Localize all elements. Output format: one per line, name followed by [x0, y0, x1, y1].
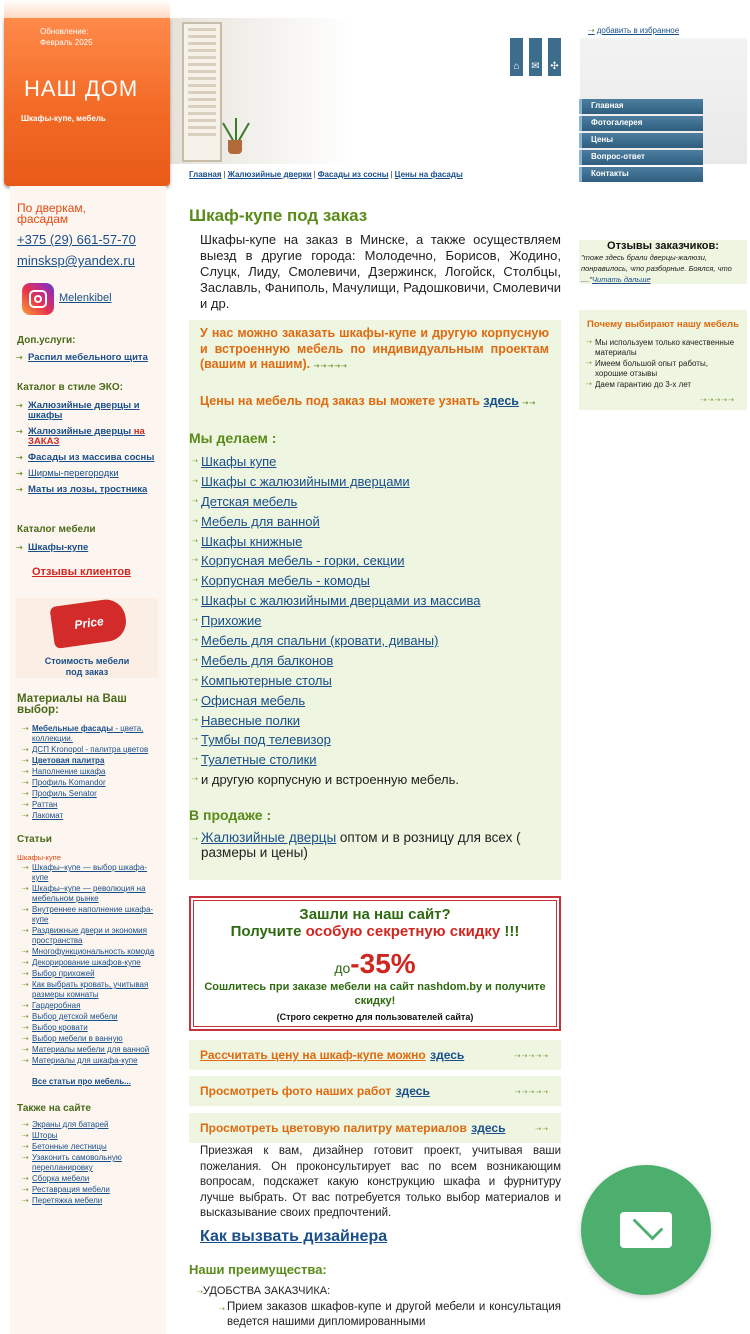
list-item: ⇢ Жалюзийные дверцы на ЗАКАЗ — [22, 427, 162, 447]
breadcrumb-home[interactable]: Главная — [189, 170, 222, 179]
update-info — [40, 26, 93, 48]
list-item: ⇢ Тумбы под телевизор — [194, 730, 561, 750]
list-item: ⇢ Сборка мебели — [22, 1174, 162, 1184]
photo-here-link[interactable]: здесь — [395, 1084, 430, 1098]
sidebar-tagline: По дверкам, фасадам — [17, 201, 86, 226]
list-item: ⇢ Шкафы купе — [194, 452, 561, 472]
on-sale-link[interactable]: Жалюзийные дверцы — [201, 830, 337, 845]
nav-home[interactable]: Главная — [579, 99, 703, 114]
list-item: ⇢ Шторы — [22, 1131, 162, 1141]
list-item: ⇢ Мебель для ванной — [194, 512, 561, 532]
advantage-customer: ⇢УДОБСТВА ЗАКАЗЧИКА: — [197, 1285, 331, 1297]
list-item: ⇢ Материалы мебели для ванной — [22, 1045, 162, 1055]
also-on-site-list — [22, 1120, 162, 1207]
price-banner[interactable] — [16, 598, 158, 678]
palette-here-link[interactable]: здесь — [471, 1121, 506, 1135]
we-make-list — [194, 452, 561, 790]
photo-works-cta[interactable]: Просмотреть фото наших работ здесь ⇢⇢⇢⇢⇢ — [189, 1076, 561, 1106]
list-item: ⇢ Узаконить самовольную перепланировку — [22, 1153, 162, 1173]
advantage-first: ⇢ Прием заказов шкафов-купе и другой мебели и консультация ведется нашими дипломированными — [219, 1301, 561, 1328]
home-icon[interactable]: ⌂ — [510, 38, 523, 76]
list-item: ⇢ Раттан — [22, 800, 162, 810]
reviews-quote: "тоже здесь брали дверцы-жалюзи, понравилось, что разборные. Боялся, что ...."Читать дальше — [581, 253, 732, 284]
email-link[interactable]: minsksp@yandex.ru — [17, 253, 135, 268]
list-item: ⇢ Выбор мебели в ванную — [22, 1034, 162, 1044]
arrows-icon: ⇢⇢⇢⇢⇢ — [514, 1053, 549, 1060]
list-item: ⇢ Шкафы–купе — выбор шкафа-купе — [22, 863, 162, 883]
logo-top — [4, 0, 170, 18]
promo-line2: Получите особую секретную скидку !!! — [230, 923, 520, 940]
arrows-icon: ⇢⇢⇢⇢⇢ — [700, 397, 735, 404]
articles-title: Статьи — [17, 834, 52, 845]
list-item: ⇢ Реставрация мебели — [22, 1185, 162, 1195]
update-label: Обновление: — [40, 27, 89, 36]
articles-subtitle: Шкафы-купе — [17, 853, 61, 862]
customer-reviews-box — [579, 240, 747, 284]
sitemap-icon[interactable]: ✣ — [548, 38, 561, 76]
reviews-title: Отзывы заказчиков: — [607, 240, 719, 252]
page-title: Шкаф-купе под заказ — [189, 206, 368, 225]
list-item: ⇢ Экраны для батарей — [22, 1120, 162, 1130]
list-item: ⇢ Шкафы с жалюзийными дверцами — [194, 472, 561, 492]
list-item: ⇢ Офисная мебель — [194, 691, 561, 711]
breadcrumb-prices[interactable]: Цены на фасады — [394, 170, 463, 179]
list-item: ⇢ Шкафы с жалюзийными дверцами из массива — [194, 591, 561, 611]
instagram-link[interactable]: Melenkibel — [59, 292, 112, 304]
services-list — [22, 353, 162, 368]
arrows-icon: ⇢⇢⇢⇢⇢ — [514, 1089, 549, 1096]
list-item: ⇢ Перетяжка мебели — [22, 1196, 162, 1206]
we-make-title: Мы делаем : — [189, 430, 277, 446]
list-item: ⇢ Раздвижные двери и экономия пространства — [22, 926, 162, 946]
list-item: ⇢ Лакомат — [22, 811, 162, 821]
add-to-favorites-link[interactable]: ⇢ добавить в избранное — [588, 26, 679, 35]
nav-faq[interactable]: Вопрос-ответ — [579, 150, 703, 165]
furniture-catalog-list — [22, 543, 162, 558]
list-item: ⇢ Компьютерные столы — [194, 671, 561, 691]
materials-title: Материалы на Ваш выбор: — [17, 693, 127, 716]
list-item: ⇢ Прихожие — [194, 611, 561, 631]
materials-list — [22, 724, 162, 822]
articles-list — [22, 863, 162, 1067]
order-info-box — [189, 320, 561, 416]
list-item: ⇢ Даем гарантию до 3-х лет — [595, 380, 741, 390]
list-item: ⇢ Шкафы-купе — [22, 543, 162, 553]
intro-text: Шкафы-купе на заказ в Минске, а также осуществляем выезд в другие города: Молодечно, Борисов, Жодино, Слуцк, Лиду, Смолевичи, Дзержинск, Логойск, Столбцы, Заславль, Фаниполь, Мачулищи, Радошковичи, Смолевичи и др. — [200, 232, 561, 311]
client-reviews-link[interactable]: Отзывы клиентов — [32, 566, 131, 578]
palette-cta[interactable]: Просмотреть цветовую палитру материалов здесь ⇢⇢ — [189, 1113, 561, 1143]
prices-note: Цены на мебель под заказ вы можете узнать здесь ⇢⇢ — [200, 394, 537, 408]
logo-subtitle: Шкафы-купе, мебель — [21, 114, 106, 123]
list-item: ⇢ Корпусная мебель - горки, секции — [194, 551, 561, 571]
list-item: ⇢ Мебель для балконов — [194, 651, 561, 671]
contact-mail-button[interactable] — [581, 1165, 711, 1295]
list-item: ⇢ Бетонные лестницы — [22, 1142, 162, 1152]
list-item: ⇢ Шкафы книжные — [194, 532, 561, 552]
calc-here-link[interactable]: здесь — [430, 1048, 465, 1062]
list-item: ⇢ Выбор прихожей — [22, 969, 162, 979]
nav-contacts[interactable]: Контакты — [579, 167, 703, 182]
list-item: ⇢ ДСП Kronopol - палитра цветов — [22, 745, 162, 755]
why-choose-box — [579, 310, 747, 410]
also-on-site-title: Также на сайте — [17, 1103, 91, 1114]
breadcrumb-pine[interactable]: Фасады из сосны — [317, 170, 389, 179]
all-articles-link[interactable]: Все статьи про мебель... — [32, 1077, 131, 1086]
eco-catalog-list — [22, 401, 162, 500]
site-logo[interactable] — [4, 18, 170, 186]
list-item: ⇢ Декорирование шкафов-купе — [22, 958, 162, 968]
list-item: ⇢ Корпусная мебель - комоды — [194, 571, 561, 591]
prices-here-link[interactable]: здесь — [483, 394, 519, 408]
read-more-link[interactable]: Читать дальше — [592, 275, 651, 284]
list-item: ⇢ Мы используем только качественные материалы — [595, 338, 741, 358]
list-item: ⇢ Как выбрать кровать, учитывая размеры комнаты — [22, 980, 162, 1000]
price-caption[interactable]: Стоимость мебели под заказ — [44, 656, 130, 677]
list-item: ⇢ Детская мебель — [194, 492, 561, 512]
update-date: Февраль 2025 — [40, 38, 93, 47]
list-item: ⇢ Выбор кровати — [22, 1023, 162, 1033]
instagram-icon[interactable] — [22, 283, 54, 315]
top-navigation — [579, 99, 703, 184]
mail-icon[interactable]: ✉ — [529, 38, 542, 76]
nav-gallery[interactable]: Фотогалерея — [579, 116, 703, 131]
phone-link[interactable]: +375 (29) 661-57-70 — [17, 232, 136, 247]
list-item: ⇢ Мебель для спальни (кровати, диваны) — [194, 631, 561, 651]
call-designer-link[interactable]: Как вызвать дизайнера — [200, 1228, 388, 1245]
promo-discount: до-35% — [334, 948, 416, 979]
list-item: ⇢ Жалюзийные дверцы и шкафы — [22, 401, 162, 421]
list-item: ⇢ Имеем большой опыт работы, хорошие отзывы — [595, 359, 741, 379]
secret-discount-banner — [189, 896, 561, 1031]
promo-line5: (Строго секретно для пользователей сайта) — [276, 1012, 474, 1022]
list-item: ⇢ Цветовая палитра — [22, 756, 162, 766]
list-item: ⇢ Фасады из массива сосны — [22, 453, 162, 463]
nav-prices[interactable]: Цены — [579, 133, 703, 148]
list-item: ⇢ Профиль Senator — [22, 789, 162, 799]
why-title: Почему выбирают нашу мебель — [587, 319, 739, 330]
list-item: ⇢ Навесные полки — [194, 711, 561, 731]
list-item: ⇢ Профиль Komandor — [22, 778, 162, 788]
list-item: ⇢ Распил мебельного щита — [22, 353, 162, 363]
promo-line4: Сошлитесь при заказе мебели на сайт nashdom.by и получите скидку! — [204, 981, 546, 1007]
advantages-title: Наши преимущества: — [189, 1262, 327, 1277]
list-item: ⇢ Многофункциональность комода — [22, 947, 162, 957]
logo-title: НАШ ДОМ — [24, 76, 139, 101]
list-item: ⇢ Гардеробная — [22, 1001, 162, 1011]
on-sale-item: ⇢ Жалюзийные дверцы оптом и в розницу для всех ( размеры и цены) — [192, 830, 521, 860]
breadcrumb-louvre[interactable]: Жалюзийные дверки — [227, 170, 312, 179]
arrows-icon: ⇢⇢ — [535, 1126, 549, 1133]
list-item: ⇢ Материалы для шкафа-купе — [22, 1056, 162, 1066]
list-item: ⇢ Наполнение шкафа — [22, 767, 162, 777]
list-item: ⇢ Мебельные фасады - цвета, коллекции. — [22, 724, 162, 744]
door-image — [182, 22, 222, 162]
list-item: ⇢ Туалетные столики — [194, 750, 561, 770]
order-note: У нас можно заказать шкафы-купе и другую корпусную и встроенную мебель по индивидуальным проектам (вашим и нашим). ⇢⇢⇢⇢⇢ — [200, 326, 549, 371]
list-item: ⇢ Маты из лозы, тростника — [22, 485, 162, 495]
arrows-icon: ⇢⇢⇢⇢⇢ — [313, 363, 348, 370]
calc-price-cta[interactable]: Рассчитать цену на шкаф-купе можно здесь ⇢⇢⇢⇢⇢ — [189, 1040, 561, 1070]
why-list — [595, 338, 741, 390]
furniture-catalog-title: Каталог мебели — [17, 524, 96, 535]
list-item: ⇢ Шкафы–купе — революция на мебельном рынке — [22, 884, 162, 904]
list-item: ⇢ Внутреннее наполнение шкафа-купе — [22, 905, 162, 925]
breadcrumb: Главная | Жалюзийные дверки | Фасады из сосны | Цены на фасады — [189, 170, 463, 179]
on-sale-title: В продаже : — [189, 807, 272, 823]
left-sidebar — [10, 186, 166, 1334]
price-tag-icon: Price — [49, 597, 128, 649]
eco-catalog-title: Каталог в стиле ЭКО: — [17, 382, 123, 393]
list-item: ⇢ Ширмы-перегородки — [22, 469, 162, 479]
list-item: ⇢ Выбор детской мебели — [22, 1012, 162, 1022]
services-title: Доп.услуги: — [17, 335, 76, 346]
arrows-icon: ⇢⇢ — [522, 400, 537, 407]
envelope-icon — [620, 1212, 672, 1248]
designer-text: Приезжая к вам, дизайнер готовит проект, учитывая ваши пожелания. Он проконсультирует вас по всем возникающим вопросам, подскажет какую конструкцию шкафа и фурнитуру лучше выбрать. От вас потребуется только выбор материалов и высказывание своих предпочтений. — [200, 1145, 561, 1219]
promo-line1: Зашли на наш сайт? — [299, 906, 451, 923]
list-item: ⇢ и другую корпусную и встроенную мебель. — [194, 770, 561, 790]
